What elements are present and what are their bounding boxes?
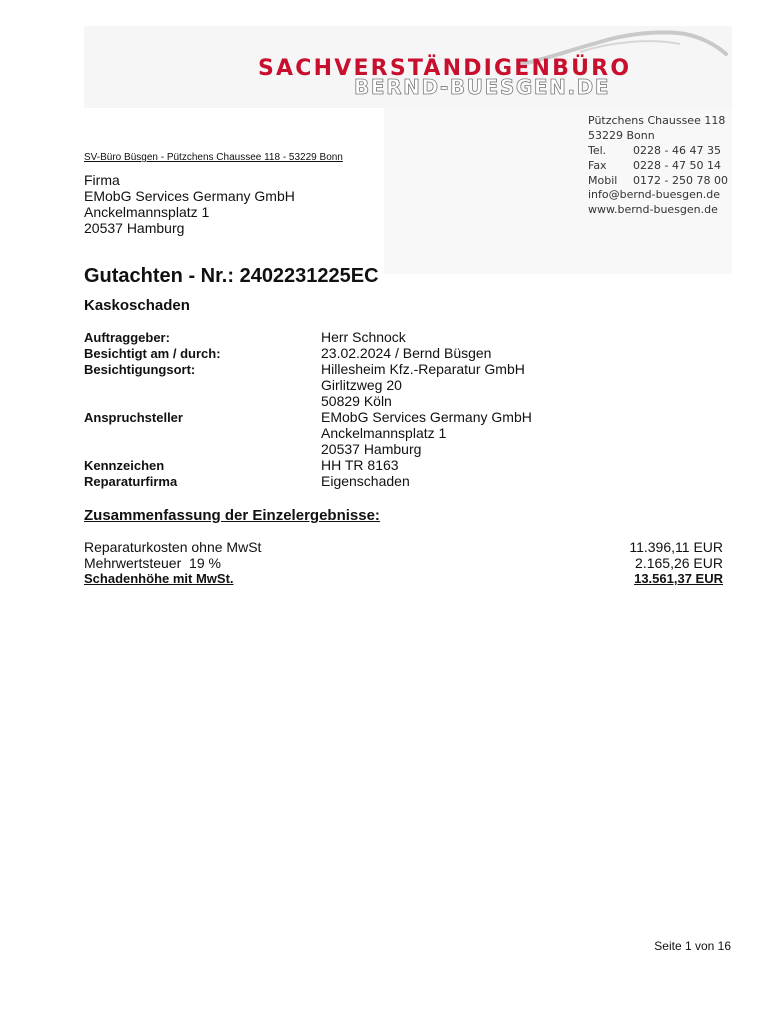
summary-label: Mehrwertsteuer 19 %	[84, 555, 221, 571]
recipient-line: Firma	[84, 172, 120, 188]
contact-web: www.bernd-buesgen.de	[588, 203, 718, 217]
report-subtitle: Kaskoschaden	[84, 297, 190, 314]
summary-value: 11.396,11 EUR	[629, 539, 723, 555]
summary-total-value: 13.561,37 EUR	[634, 571, 723, 586]
contact-city: 53229 Bonn	[588, 128, 655, 142]
detail-label: Besichtigungsort:	[84, 362, 196, 377]
recipient-line: Anckelmannsplatz 1	[84, 204, 210, 220]
contact-mobil	[588, 174, 728, 189]
recipient-address	[84, 172, 295, 236]
detail-value: 20537 Hamburg	[321, 441, 422, 457]
detail-row-reparaturfirma	[84, 473, 532, 489]
detail-value: Hillesheim Kfz.-Reparatur GmbH	[321, 361, 525, 377]
logo-text-secondary: BERND-BUESGEN.DE	[354, 75, 611, 99]
contact-street: Pützchens Chaussee 118	[588, 114, 726, 127]
detail-value: Eigenschaden	[321, 473, 410, 489]
mobil-value: 0172 - 250 78 00	[633, 173, 728, 187]
report-title: Gutachten - Nr.: 2402231225EC	[84, 265, 379, 287]
detail-value: EMobG Services Germany GmbH	[321, 409, 532, 425]
contact-tel	[588, 144, 728, 159]
summary-label: Reparaturkosten ohne MwSt	[84, 539, 262, 555]
detail-label: Anspruchsteller	[84, 410, 183, 425]
summary-total-label: Schadenhöhe mit MwSt.	[84, 571, 234, 586]
detail-value: Herr Schnock	[321, 329, 406, 345]
summary-row	[84, 555, 723, 571]
recipient-line: 20537 Hamburg	[84, 220, 185, 236]
detail-label: Besichtigt am / durch:	[84, 346, 221, 361]
detail-row-kennzeichen	[84, 457, 532, 473]
tel-value: 0228 - 46 47 35	[633, 143, 721, 157]
contact-block	[588, 114, 728, 218]
detail-row-besichtigt	[84, 345, 532, 361]
details-table	[84, 329, 532, 489]
fax-label: Fax	[588, 158, 607, 172]
detail-value: 50829 Köln	[321, 393, 392, 409]
detail-label: Kennzeichen	[84, 458, 165, 473]
tel-label: Tel.	[588, 143, 607, 157]
mobil-label: Mobil	[588, 173, 618, 187]
summary-heading: Zusammenfassung der Einzelergebnisse:	[84, 507, 380, 524]
detail-value: 23.02.2024 / Bernd Büsgen	[321, 345, 492, 361]
detail-row-ort	[84, 361, 532, 409]
page-number: Seite 1 von 16	[654, 939, 731, 953]
summary-table	[84, 539, 723, 587]
detail-value: Girlitzweg 20	[321, 377, 402, 393]
summary-value: 2.165,26 EUR	[635, 555, 723, 571]
detail-row-anspruchsteller	[84, 409, 532, 457]
contact-email: info@bernd-buesgen.de	[588, 188, 721, 202]
summary-total-row	[84, 571, 723, 587]
detail-label: Reparaturfirma	[84, 474, 178, 489]
recipient-line: EMobG Services Germany GmbH	[84, 188, 295, 204]
summary-row	[84, 539, 723, 555]
detail-label: Auftraggeber:	[84, 330, 170, 345]
sender-line: SV-Büro Büsgen - Pützchens Chaussee 118 - 53229 Bonn	[84, 152, 343, 163]
detail-row-auftraggeber	[84, 329, 532, 345]
logo-text-primary: SACHVERSTÄNDIGENBÜRO	[258, 56, 632, 81]
fax-value: 0228 - 47 50 14	[633, 158, 721, 172]
detail-value: Anckelmannsplatz 1	[321, 425, 447, 441]
detail-value: HH TR 8163	[321, 457, 399, 473]
contact-fax	[588, 159, 728, 174]
